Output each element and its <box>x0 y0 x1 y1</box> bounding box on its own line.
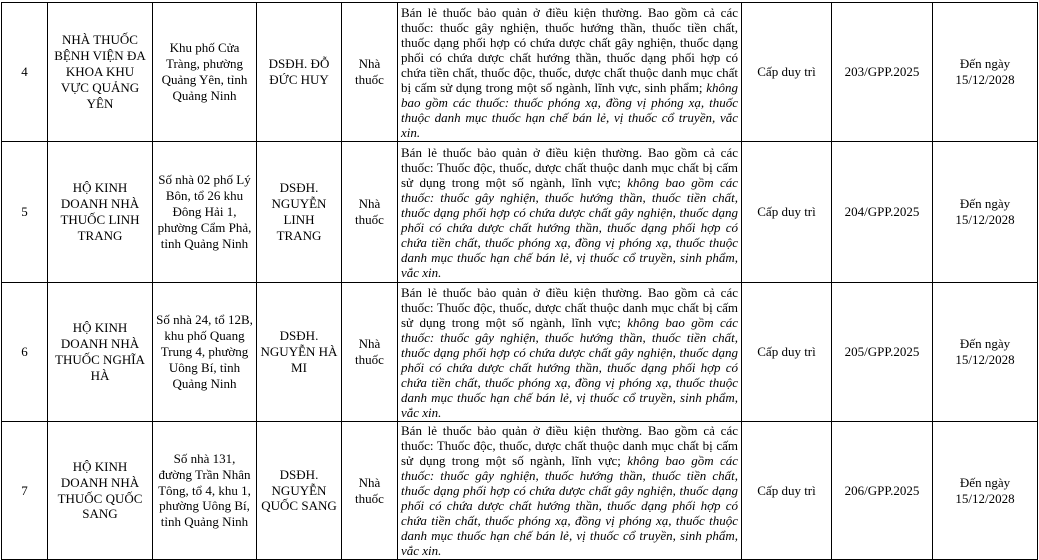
cell-issue-type: Cấp duy trì <box>742 283 832 422</box>
cell-business-type: Nhà thuốc <box>342 142 398 283</box>
cell-business-type: Nhà thuốc <box>342 283 398 422</box>
scope-excluded-text: không bao gồm các thuốc: thuốc gây nghiện, thuốc hướng thần, thuốc tiền chất, thuốc dạng phối hợp có chứa dược chất gây nghiện, thuốc dạng phối có chứa dược chất hướng thần, thuốc dạng phối hợp có chứa tiền chất, thuốc phóng xạ, đồng vị phóng xạ, thuốc thuộc danh mục thuốc hạn chế bán lẻ, vị thuốc cổ truyền, sinh phẩm, vắc xin. <box>401 453 738 558</box>
cell-stt: 6 <box>2 283 48 422</box>
cell-issue-type: Cấp duy trì <box>742 142 832 283</box>
cell-facility-name: HỘ KINH DOANH NHÀ THUỐC NGHĨA HÀ <box>48 283 153 422</box>
scope-normal-text: Bán lẻ thuốc bảo quản ở điều kiện thường. Bao gồm cả các thuốc: Thuốc độc, thuốc, dược chất thuộc danh mục chất bị cấm sử dụng trong một số ngành, lĩnh vực; <box>401 423 738 468</box>
cell-business-type: Nhà thuốc <box>342 3 398 142</box>
cell-address: Số nhà 02 phố Lý Bôn, tổ 26 khu Đông Hải 1, phường Cẩm Phả, tỉnh Quảng Ninh <box>153 142 257 283</box>
cell-business-type: Nhà thuốc <box>342 422 398 560</box>
cell-stt: 7 <box>2 422 48 560</box>
cell-pharmacist: DSĐH. ĐỖ ĐỨC HUY <box>257 3 342 142</box>
cell-pharmacist: DSĐH. NGUYỄN QUỐC SANG <box>257 422 342 560</box>
cell-expiry-date: Đến ngày 15/12/2028 <box>933 142 1038 283</box>
cell-issue-type: Cấp duy trì <box>742 3 832 142</box>
cell-business-scope <box>398 422 742 560</box>
cell-license-number: 205/GPP.2025 <box>832 283 933 422</box>
pharmacy-license-table <box>1 2 1038 560</box>
table-row <box>2 3 1038 142</box>
scope-normal-text: Bán lẻ thuốc bảo quản ở điều kiện thường. Bao gồm cả các thuốc: Thuốc độc, thuốc, dược chất thuộc danh mục chất bị cấm sử dụng trong một số ngành, lĩnh vực; <box>401 284 738 330</box>
cell-expiry-date: Đến ngày 15/12/2028 <box>933 422 1038 560</box>
scope-excluded-text: không bao gồm các thuốc: thuốc gây nghiện, thuốc hướng thần, thuốc tiền chất, thuốc dạng phối hợp có chứa dược chất gây nghiện, thuốc dạng phối có chứa dược chất hướng thần, thuốc dạng phối hợp có chứa tiền chất, thuốc phóng xạ, đồng vị phóng xạ, thuốc thuộc danh mục thuốc hạn chế bán lẻ, vị thuốc cổ truyền, sinh phẩm, vắc xin. <box>401 314 738 420</box>
cell-facility-name: NHÀ THUỐC BỆNH VIỆN ĐA KHOA KHU VỰC QUẢNG YÊN <box>48 3 153 142</box>
cell-address: Khu phố Cửa Tràng, phường Quảng Yên, tỉnh Quảng Ninh <box>153 3 257 142</box>
table-row <box>2 422 1038 560</box>
scope-excluded-text: không bao gồm các thuốc: thuốc gây nghiện, thuốc hướng thần, thuốc tiền chất, thuốc dạng phối hợp có chứa dược chất gây nghiện, thuốc dạng phối có chứa dược chất hướng thần, thuốc dạng phối hợp có chứa tiền chất, thuốc phóng xạ, đồng vị phóng xạ, thuốc thuộc danh mục thuốc hạn chế bán lẻ, vị thuốc cổ truyền, sinh phẩm, vắc xin. <box>401 174 738 280</box>
cell-facility-name: HỘ KINH DOANH NHÀ THUỐC LINH TRANG <box>48 142 153 283</box>
cell-business-scope <box>398 283 742 422</box>
cell-business-scope <box>398 3 742 142</box>
cell-pharmacist: DSĐH. NGUYỄN LINH TRANG <box>257 142 342 283</box>
scope-excluded-text: không bao gồm các thuốc: thuốc phóng xạ, đồng vị phóng xạ, thuốc thuộc danh mục thuốc hạn chế bán lẻ, vị thuốc cổ truyền, vắc xin. <box>401 79 738 140</box>
cell-address: Số nhà 24, tổ 12B, khu phố Quang Trung 4, phường Uông Bí, tỉnh Quảng Ninh <box>153 283 257 422</box>
scope-normal-text: Bán lẻ thuốc bảo quản ở điều kiện thường. Bao gồm cả các thuốc: Thuốc độc, thuốc, dược chất thuộc danh mục chất bị cấm sử dụng trong một số ngành, lĩnh vực; <box>401 144 738 190</box>
cell-stt: 5 <box>2 142 48 283</box>
cell-business-scope <box>398 142 742 283</box>
cell-license-number: 203/GPP.2025 <box>832 3 933 142</box>
cell-license-number: 204/GPP.2025 <box>832 142 933 283</box>
cell-pharmacist: DSĐH. NGUYỄN HÀ MI <box>257 283 342 422</box>
cell-expiry-date: Đến ngày 15/12/2028 <box>933 3 1038 142</box>
cell-facility-name: HỘ KINH DOANH NHÀ THUỐC QUỐC SANG <box>48 422 153 560</box>
cell-stt: 4 <box>2 3 48 142</box>
cell-issue-type: Cấp duy trì <box>742 422 832 560</box>
scope-normal-text: Bán lẻ thuốc bảo quản ở điều kiện thường. Bao gồm cả các thuốc: thuốc gây nghiện, thuốc hướng thần, thuốc tiền chất, thuốc dạng phối hợp có chứa dược chất gây nghiện, thuốc dạng phối có chứa dược chất hướng thần, thuốc dạng phối hợp có chứa tiền chất, thuốc độc, thuốc, dược chất thuộc danh mục chất bị cấm sử dụng trong một số ngành, lĩnh vực, sinh phẩm; <box>401 4 738 95</box>
cell-license-number: 206/GPP.2025 <box>832 422 933 560</box>
table-row <box>2 142 1038 283</box>
table-row <box>2 283 1038 422</box>
cell-expiry-date: Đến ngày 15/12/2028 <box>933 283 1038 422</box>
cell-address: Số nhà 131, đường Trần Nhân Tông, tổ 4, khu 1, phường Uông Bí, tỉnh Quảng Ninh <box>153 422 257 560</box>
